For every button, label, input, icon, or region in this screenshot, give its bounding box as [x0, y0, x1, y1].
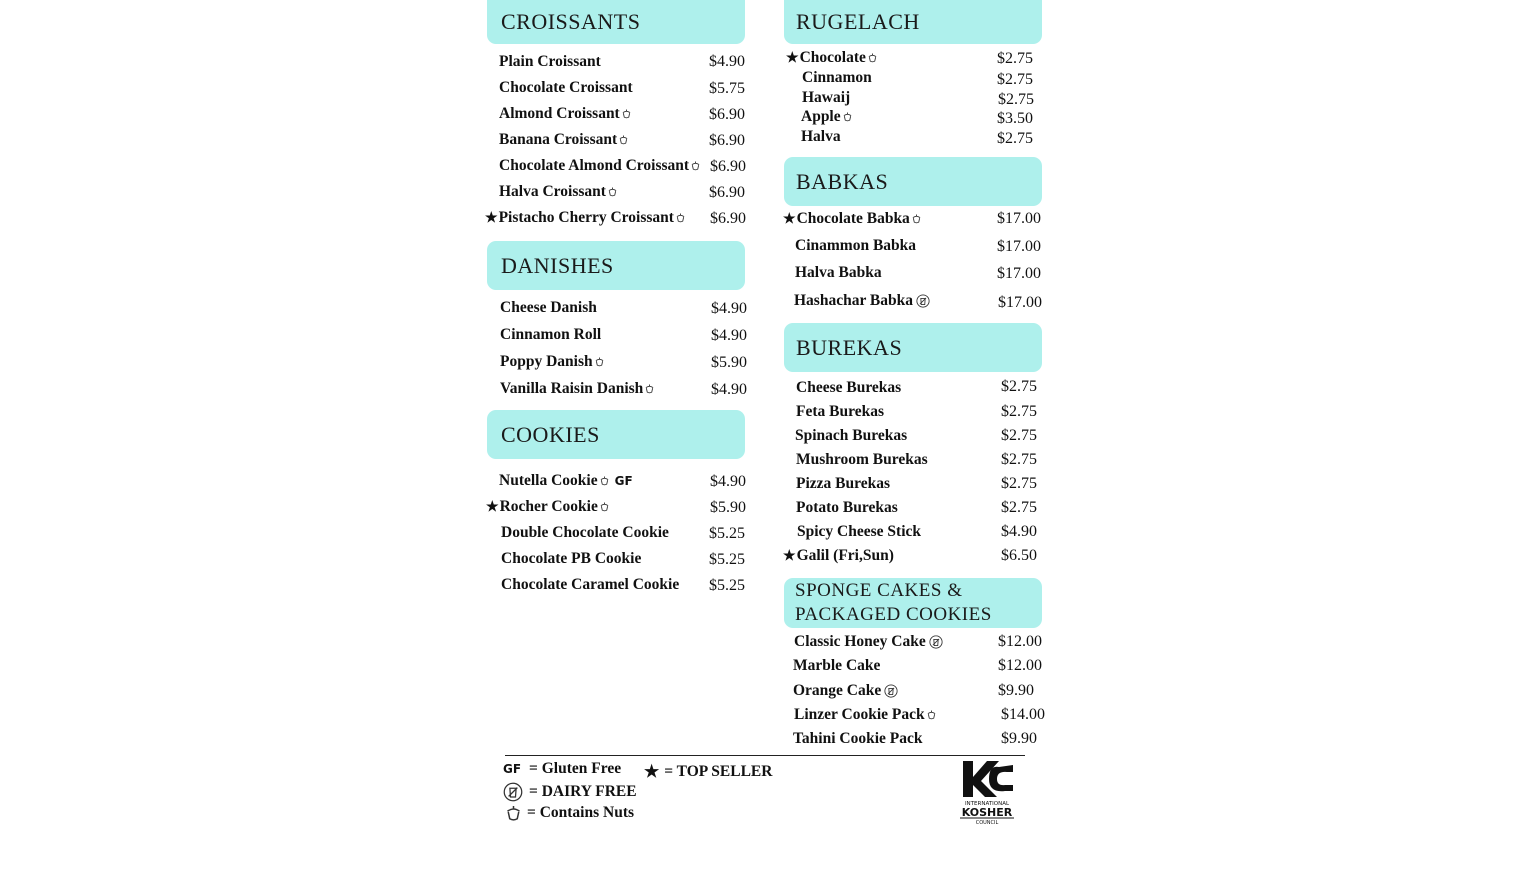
top-seller-star-icon: ★ — [786, 50, 799, 66]
item-price: $4.90 — [710, 473, 746, 490]
menu-item — [797, 523, 921, 541]
legend-df-text: = DAIRY FREE — [529, 783, 637, 800]
menu-price — [997, 110, 1033, 128]
danishes-header — [487, 241, 745, 290]
item-price: $12.00 — [998, 633, 1042, 650]
item-price: $2.75 — [1001, 451, 1037, 468]
item-price: $9.90 — [998, 682, 1034, 699]
contains-nuts-icon — [868, 53, 877, 63]
logo-line1: INTERNATIONAL — [964, 801, 1010, 807]
gluten-free-icon: GF — [503, 762, 522, 776]
menu-item — [794, 292, 930, 310]
menu-item — [783, 210, 921, 228]
top-seller-star-icon: ★ — [783, 548, 796, 564]
top-seller-star-icon: ★ — [783, 211, 796, 227]
legend-gf-text: = Gluten Free — [529, 760, 622, 777]
item-price: $6.90 — [709, 106, 745, 123]
menu-price — [998, 91, 1034, 109]
babkas-header — [784, 157, 1042, 206]
menu-item — [499, 131, 628, 149]
croissants-title: CROISSANTS — [501, 9, 641, 34]
menu-item — [486, 498, 609, 516]
menu-item — [501, 524, 669, 542]
contains-nuts-icon — [645, 384, 654, 394]
menu-item — [499, 157, 700, 175]
menu-item — [795, 264, 882, 282]
menu-item — [794, 633, 943, 651]
top-seller-star-icon: ★ — [485, 210, 498, 226]
legend-nuts-text: = Contains Nuts — [527, 804, 635, 821]
item-price: $6.90 — [709, 132, 745, 149]
item-price: $6.90 — [709, 184, 745, 201]
item-price: $17.00 — [997, 265, 1041, 282]
dairy-free-icon — [503, 782, 523, 802]
star-icon: ★ — [644, 762, 660, 781]
item-name: Vanilla Raisin Danish — [500, 380, 644, 397]
menu-item — [795, 427, 907, 445]
item-name: Linzer Cookie Pack — [794, 706, 925, 723]
top-seller-star-icon: ★ — [486, 499, 499, 515]
item-name: Orange Cake — [793, 682, 882, 699]
menu-price — [711, 327, 747, 345]
menu-item — [796, 379, 901, 397]
cookies-title: COOKIES — [501, 421, 600, 447]
menu-item — [801, 128, 841, 146]
babkas-title: BABKAS — [796, 168, 889, 194]
menu-price — [711, 354, 747, 372]
menu-price — [1001, 499, 1037, 517]
rugelach-header — [784, 0, 1042, 44]
menu-item — [485, 209, 685, 227]
item-price: $5.75 — [709, 80, 745, 97]
contains-nuts-icon — [691, 161, 700, 171]
menu-price — [1001, 547, 1037, 565]
menu-price — [997, 265, 1041, 283]
item-name: Spinach Burekas — [795, 427, 908, 444]
dairy-free-icon — [916, 294, 930, 308]
menu-item — [500, 299, 597, 317]
rugelach-title: RUGELACH — [796, 9, 920, 34]
menu-price — [997, 50, 1033, 68]
menu-item — [499, 79, 633, 97]
cookies-header — [487, 410, 745, 459]
item-name: Poppy Danish — [500, 353, 593, 370]
contains-nuts-icon — [619, 135, 628, 145]
menu-price — [710, 473, 746, 491]
item-name: Cinammon Babka — [795, 237, 917, 254]
contains-nuts-icon — [506, 805, 521, 822]
item-name: Pistacho Cherry Croissant — [498, 209, 674, 226]
item-name: Tahini Cookie Pack — [793, 730, 923, 747]
menu-item — [796, 451, 928, 469]
item-name: Feta Burekas — [796, 403, 884, 420]
item-price: $17.00 — [997, 210, 1041, 227]
menu-item — [501, 576, 679, 594]
item-name: Mushroom Burekas — [796, 451, 928, 468]
burekas-header — [784, 323, 1042, 372]
contains-nuts-icon — [676, 213, 685, 223]
menu-item — [802, 89, 850, 107]
menu-price — [998, 294, 1042, 312]
item-price: $5.25 — [709, 551, 745, 568]
menu-price — [1001, 523, 1037, 541]
legend-contains-nuts — [506, 804, 634, 822]
contains-nuts-icon — [595, 357, 604, 367]
menu-item — [796, 475, 890, 493]
contains-nuts-icon — [600, 476, 609, 486]
item-name: Chocolate PB Cookie — [501, 550, 642, 567]
item-name: Cinnamon Roll — [500, 326, 602, 343]
menu-price — [998, 682, 1034, 700]
item-price: $2.75 — [998, 91, 1034, 108]
dairy-free-icon — [929, 635, 943, 649]
menu-price — [709, 525, 745, 543]
menu-price — [998, 633, 1042, 651]
menu-price — [1001, 427, 1037, 445]
contains-nuts-icon — [927, 710, 936, 720]
item-price: $9.90 — [1001, 730, 1037, 747]
menu-item — [499, 183, 617, 201]
menu-price — [997, 238, 1041, 256]
menu-item — [801, 108, 852, 126]
item-name: Galil (Fri,Sun) — [796, 547, 894, 564]
item-name: Halva Croissant — [499, 183, 606, 200]
menu-price — [1001, 378, 1037, 396]
item-name: Cinnamon — [802, 69, 872, 86]
legend-divider — [505, 755, 1025, 756]
item-price: $6.90 — [710, 158, 746, 175]
legend-top-seller — [644, 762, 772, 782]
logo-line2: KOSHER — [961, 806, 1013, 819]
contains-nuts-icon — [600, 502, 609, 512]
item-name: Chocolate — [799, 49, 866, 66]
legend-gluten-free — [503, 760, 621, 778]
menu-price — [711, 381, 747, 399]
item-name: Banana Croissant — [499, 131, 618, 148]
menu-price — [998, 657, 1042, 675]
item-price: $2.75 — [997, 50, 1033, 67]
menu-item — [783, 547, 894, 565]
menu-price — [1001, 730, 1037, 748]
sponge-title-line2: PACKAGED COOKIES — [795, 604, 992, 625]
menu-item — [500, 380, 654, 398]
item-price: $2.75 — [997, 130, 1033, 147]
menu-item — [499, 472, 633, 490]
item-name: Pizza Burekas — [796, 475, 890, 492]
menu-item — [793, 730, 923, 748]
danishes-title: DANISHES — [501, 252, 614, 278]
menu-item — [500, 326, 601, 344]
item-price: $4.90 — [1001, 523, 1037, 540]
item-name: Hashachar Babka — [794, 292, 914, 309]
menu-item — [793, 657, 880, 675]
menu-item — [795, 237, 916, 255]
item-name: Classic Honey Cake — [794, 633, 926, 650]
menu-item — [499, 53, 601, 71]
menu-item — [501, 550, 641, 568]
item-name: Chocolate Caramel Cookie — [501, 576, 680, 593]
menu-price — [709, 80, 745, 98]
item-price: $4.90 — [711, 381, 747, 398]
item-price: $2.75 — [1001, 427, 1037, 444]
menu-item — [794, 706, 936, 724]
menu-price — [709, 551, 745, 569]
item-price: $14.00 — [1001, 706, 1045, 723]
menu-item — [786, 49, 877, 67]
menu-price — [997, 71, 1033, 89]
menu-price — [1001, 706, 1045, 724]
item-name: Nutella Cookie — [499, 472, 598, 489]
item-price: $12.00 — [998, 657, 1042, 674]
menu-item — [802, 69, 872, 87]
menu-price — [710, 158, 746, 176]
legend-top-text: = TOP SELLER — [664, 763, 773, 780]
item-name: Chocolate Babka — [796, 210, 910, 227]
item-price: $2.75 — [1001, 378, 1037, 395]
menu-price — [710, 499, 746, 517]
sponge-header — [784, 578, 1042, 628]
contains-nuts-icon — [608, 187, 617, 197]
item-name: Apple — [801, 108, 841, 125]
legend-dairy-free — [503, 782, 637, 802]
item-price: $5.90 — [711, 354, 747, 371]
menu-item — [793, 682, 898, 700]
item-price: $5.25 — [709, 577, 745, 594]
item-name: Halva Babka — [795, 264, 882, 281]
menu-price — [709, 577, 745, 595]
menu-price — [1001, 475, 1037, 493]
item-price: $4.90 — [709, 53, 745, 70]
menu-price — [1001, 403, 1037, 421]
menu-item — [500, 353, 604, 371]
item-price: $4.90 — [711, 327, 747, 344]
gluten-free-badge: GF — [614, 474, 633, 488]
menu-item — [499, 105, 631, 123]
menu-item — [796, 499, 898, 517]
item-name: Chocolate Almond Croissant — [499, 157, 690, 174]
item-name: Cheese Burekas — [796, 379, 902, 396]
item-name: Cheese Danish — [500, 299, 597, 316]
item-price: $2.75 — [1001, 499, 1037, 516]
menu-price — [709, 132, 745, 150]
item-price: $3.50 — [997, 110, 1033, 127]
menu-price — [997, 210, 1041, 228]
item-name: Spicy Cheese Stick — [797, 523, 921, 540]
item-name: Almond Croissant — [499, 105, 620, 122]
menu-price — [711, 300, 747, 318]
menu-item — [796, 403, 884, 421]
item-price: $2.75 — [1001, 403, 1037, 420]
item-name: Hawaij — [802, 89, 851, 106]
menu-price — [997, 130, 1033, 148]
item-price: $6.50 — [1001, 547, 1037, 564]
item-name: Double Chocolate Cookie — [501, 524, 669, 541]
menu-price — [709, 106, 745, 124]
item-price: $5.90 — [710, 499, 746, 516]
item-price: $6.90 — [710, 210, 746, 227]
item-price: $2.75 — [997, 71, 1033, 88]
contains-nuts-icon — [843, 112, 852, 122]
sponge-title-line1: SPONGE CAKES & — [795, 580, 963, 601]
dairy-free-icon — [884, 684, 898, 698]
item-name: Halva — [801, 128, 841, 145]
item-name: Potato Burekas — [796, 499, 898, 516]
logo-line3: COUNCIL — [975, 820, 999, 825]
burekas-title: BUREKAS — [796, 334, 903, 360]
item-name: Rocher Cookie — [499, 498, 598, 515]
item-name: Plain Croissant — [499, 53, 601, 70]
menu-price — [709, 53, 745, 71]
contains-nuts-icon — [622, 109, 631, 119]
item-price: $5.25 — [709, 525, 745, 542]
menu-price — [709, 184, 745, 202]
menu-price — [1001, 451, 1037, 469]
contains-nuts-icon — [912, 214, 921, 224]
item-name: Marble Cake — [793, 657, 881, 674]
kosher-council-logo — [959, 759, 1015, 825]
croissants-header — [487, 0, 745, 44]
item-price: $2.75 — [1001, 475, 1037, 492]
item-price: $17.00 — [998, 294, 1042, 311]
menu-price — [710, 210, 746, 228]
item-price: $4.90 — [711, 300, 747, 317]
item-name: Chocolate Croissant — [499, 79, 633, 96]
item-price: $17.00 — [997, 238, 1041, 255]
